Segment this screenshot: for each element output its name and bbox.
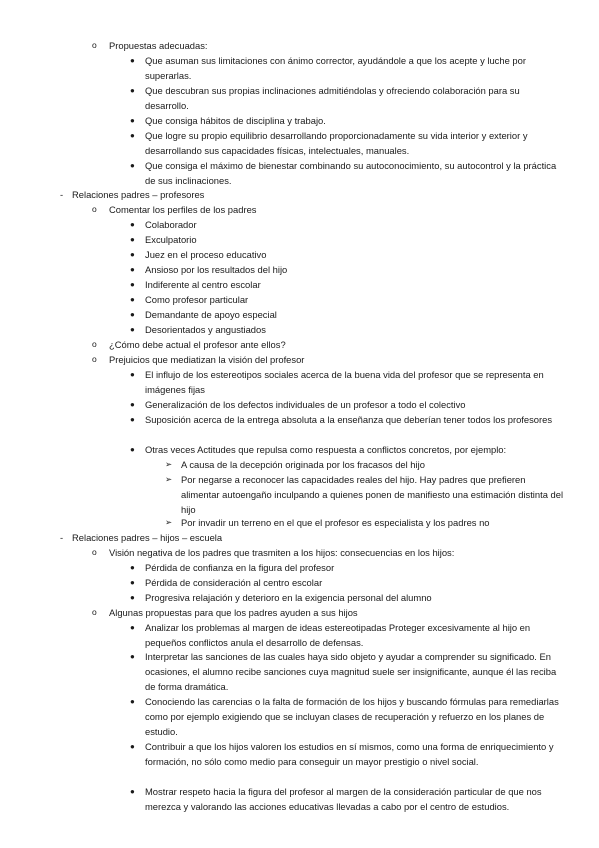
bullet: ● xyxy=(130,161,135,170)
item-text: Que logre su propio equilibrio desarrollando proporcionadamente su vida interior y exterior y desarrollando sus capacidades físicas, intelectuales, manuales. xyxy=(145,130,528,157)
item-text: Progresiva relajación y deterioro en la exigencia personal del alumno xyxy=(145,592,432,603)
circle-bullet: o xyxy=(92,547,97,557)
bullet: ● xyxy=(130,370,135,379)
bullet: ● xyxy=(130,563,135,572)
item-text: Suposición acerca de la entrega absoluta a la enseñanza que deberían tener todos los profesores xyxy=(145,414,553,425)
item-text: Generalización de los defectos individuales de un profesor a todo el colectivo xyxy=(145,399,466,410)
bullet: ● xyxy=(130,445,135,454)
circle-bullet: o xyxy=(92,204,97,214)
item-text: Analizar los problemas al margen de ideas estereotipadas Proteger excesivamente al hijo en pequeños conflictos anula el desarrollo de defensas. xyxy=(145,622,531,649)
circle-bullet: o xyxy=(92,40,97,50)
bullet: ● xyxy=(130,652,135,661)
item-text: Interpretar las sanciones de las cuales haya sido objeto y ayudar a comprender su significado. En ocasiones, el alumno recibe sanciones cuya magnitud suele ser insignificante, aunque él las reciba de forma dramática. xyxy=(145,651,557,693)
bullet: ● xyxy=(130,265,135,274)
bullet: ● xyxy=(130,250,135,259)
item-text: Otras veces Actitudes que repulsa como respuesta a conflictos concretos, por ejemplo: xyxy=(145,444,507,455)
item-text: Pérdida de confianza en la figura del profesor xyxy=(145,562,335,573)
dash-bullet: - xyxy=(60,532,64,543)
bullet: ● xyxy=(130,235,135,244)
bullet: ● xyxy=(130,295,135,304)
item-text: Indiferente al centro escolar xyxy=(145,279,261,290)
item-text: A causa de la decepción originada por los fracasos del hijo xyxy=(181,459,425,470)
bullet: ● xyxy=(130,623,135,632)
item-text: Contribuir a que los hijos valoren los estudios en sí mismos, como una forma de enriquecimiento y formación, no sólo como medio para conseguir un mayor prestigio o nivel social. xyxy=(145,741,554,768)
bullet: ● xyxy=(130,325,135,334)
bullet: ● xyxy=(130,86,135,95)
item-text: Desorientados y angustiados xyxy=(145,324,266,335)
item-text: Conociendo las carencias o la falta de formación de los hijos y buscando fórmulas para remediarlas como por ejemplo exigiendo que se incluyan clases de recuperación y refuerzo en los planes de estudio. xyxy=(145,696,559,738)
bullet: ● xyxy=(130,131,135,140)
bullet: ● xyxy=(130,116,135,125)
item-text: Ansioso por los resultados del hijo xyxy=(145,264,288,275)
item-text: Por invadir un terreno en el que el profesor es especialista y los padres no xyxy=(181,517,490,528)
bullet: ● xyxy=(130,310,135,319)
bullet: ● xyxy=(130,578,135,587)
circle-bullet: o xyxy=(92,607,97,617)
bullet: ● xyxy=(130,415,135,424)
bullet: ● xyxy=(130,400,135,409)
item-text: Por negarse a reconocer las capacidades reales del hijo. Hay padres que prefieren alimentar autoengaño inculpando a quienes ponen de manifiesto una estimación distinta del hijo xyxy=(181,474,564,516)
bullet: ● xyxy=(130,697,135,706)
item-text: Juez en el proceso educativo xyxy=(145,249,267,260)
bullet: ● xyxy=(130,56,135,65)
item-text: Visión negativa de los padres que trasmiten a los hijos: consecuencias en los hijos: xyxy=(109,547,455,558)
bullet: ● xyxy=(130,220,135,229)
item-text: Relaciones padres – profesores xyxy=(72,189,205,200)
item-text: Exculpatorio xyxy=(145,234,197,245)
item-text: Que consiga hábitos de disciplina y trabajo. xyxy=(145,115,326,126)
bullet: ● xyxy=(130,742,135,751)
circle-bullet: o xyxy=(92,354,97,364)
circle-bullet: o xyxy=(92,339,97,349)
arrow-bullet-icon: ➢ xyxy=(165,517,173,527)
item-text: Que asuman sus limitaciones con ánimo corrector, ayudándole a que los acepte y luche por superarlas. xyxy=(145,55,526,82)
arrow-bullet-icon: ➢ xyxy=(165,474,173,484)
item-text: Colaborador xyxy=(145,219,197,230)
bullet: ● xyxy=(130,280,135,289)
bullet: ● xyxy=(130,787,135,796)
item-text: Demandante de apoyo especial xyxy=(145,309,277,320)
item-text: Que consiga el máximo de bienestar combinando su autoconocimiento, su autocontrol y la práctica de sus inclinaciones. xyxy=(145,160,557,187)
dash-bullet: - xyxy=(60,189,64,200)
item-text: Pérdida de consideración al centro escolar xyxy=(145,577,323,588)
item-text: ¿Cómo debe actual el profesor ante ellos? xyxy=(109,339,286,350)
item-text: Algunas propuestas para que los padres ayuden a sus hijos xyxy=(109,607,358,618)
item-text: Mostrar respeto hacia la figura del profesor al margen de la consideración particular de que nos merezca y valorando las acciones educativas llevadas a cabo por el centro de estudios. xyxy=(145,786,542,813)
item-text: Que descubran sus propias inclinaciones admitiéndolas y ofreciendo colaboración para su desarrollo. xyxy=(145,85,520,112)
item-text: Propuestas adecuadas: xyxy=(109,40,208,51)
item-text: Prejuicios que mediatizan la visión del profesor xyxy=(109,354,305,365)
item-text: El influjo de los estereotipos sociales acerca de la buena vida del profesor que se representa en imágenes fijas xyxy=(145,369,544,396)
item-text: Como profesor particular xyxy=(145,294,249,305)
item-text: Relaciones padres – hijos – escuela xyxy=(72,532,223,543)
bullet: ● xyxy=(130,593,135,602)
arrow-bullet-icon: ➢ xyxy=(165,459,173,469)
item-text: Comentar los perfiles de los padres xyxy=(109,204,257,215)
